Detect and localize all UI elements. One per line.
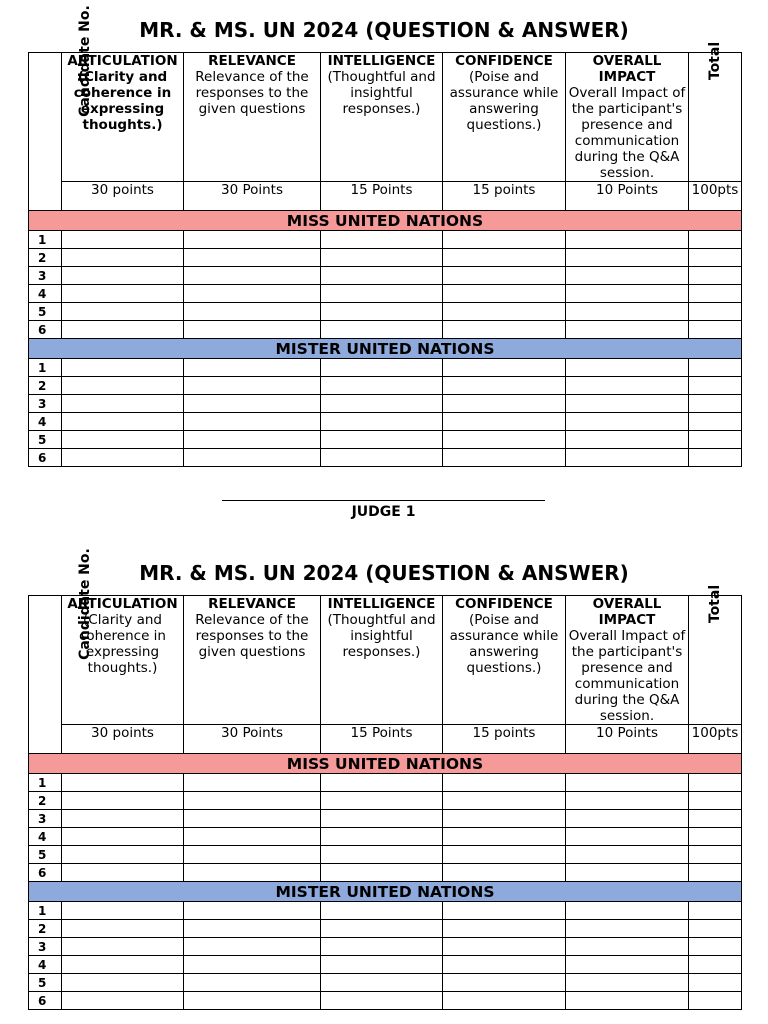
score-cell[interactable]	[566, 846, 689, 864]
section-mister-united-nations: MISTER UNITED NATIONS	[29, 339, 742, 359]
score-cell[interactable]	[566, 249, 689, 267]
criterion-relevance: RELEVANCE Relevance of the responses to the given questions	[184, 596, 321, 725]
candidate-number: 3	[29, 267, 62, 285]
points-overall-impact: 10 Points	[566, 182, 689, 211]
criterion-confidence: CONFIDENCE (Poise and assurance while answering questions.)	[443, 53, 566, 182]
candidate-number: 5	[29, 846, 62, 864]
score-cell[interactable]	[566, 303, 689, 321]
candidate-number: 1	[29, 902, 62, 920]
score-cell[interactable]	[321, 846, 443, 864]
score-cell[interactable]	[321, 303, 443, 321]
score-cell[interactable]	[62, 377, 184, 395]
score-cell[interactable]	[443, 321, 566, 339]
score-cell[interactable]	[321, 828, 443, 846]
score-cell[interactable]	[443, 828, 566, 846]
total-cell[interactable]	[689, 992, 742, 1010]
score-cell[interactable]	[62, 303, 184, 321]
judge-signature-line	[222, 500, 545, 501]
score-cell[interactable]	[184, 303, 321, 321]
score-cell[interactable]	[321, 449, 443, 467]
score-cell[interactable]	[321, 321, 443, 339]
candidate-number: 2	[29, 920, 62, 938]
points-intelligence: 15 Points	[321, 725, 443, 754]
candidate-number: 4	[29, 956, 62, 974]
score-cell[interactable]	[566, 449, 689, 467]
score-cell[interactable]	[184, 231, 321, 249]
score-cell[interactable]	[443, 956, 566, 974]
points-confidence: 15 points	[443, 725, 566, 754]
score-cell[interactable]	[62, 920, 184, 938]
score-cell[interactable]	[443, 992, 566, 1010]
score-cell[interactable]	[566, 231, 689, 249]
criterion-overall-impact: OVERALL IMPACT Overall Impact of the participant's presence and communication during the Q&A session.	[566, 53, 689, 182]
score-cell[interactable]	[321, 377, 443, 395]
score-cell[interactable]	[443, 974, 566, 992]
total-cell[interactable]	[689, 321, 742, 339]
score-cell[interactable]	[184, 902, 321, 920]
score-cell[interactable]	[321, 359, 443, 377]
total-cell[interactable]	[689, 449, 742, 467]
score-cell[interactable]	[566, 974, 689, 992]
score-cell[interactable]	[184, 938, 321, 956]
score-cell[interactable]	[443, 920, 566, 938]
candidate-no-header: Candidate No.	[29, 53, 62, 211]
total-cell[interactable]	[689, 810, 742, 828]
score-cell[interactable]	[321, 774, 443, 792]
points-total: 100pts	[689, 182, 742, 211]
score-cell[interactable]	[62, 774, 184, 792]
score-cell[interactable]	[184, 377, 321, 395]
score-cell[interactable]	[321, 974, 443, 992]
score-cell[interactable]	[566, 413, 689, 431]
total-header: Total	[689, 53, 742, 182]
total-cell[interactable]	[689, 828, 742, 846]
score-cell[interactable]	[321, 920, 443, 938]
score-cell[interactable]	[321, 810, 443, 828]
criterion-articulation: ARTICULATION (Clarity and coherence in expressing thoughts.)	[62, 53, 184, 182]
score-cell[interactable]	[443, 902, 566, 920]
total-cell[interactable]	[689, 303, 742, 321]
score-cell[interactable]	[184, 413, 321, 431]
candidate-number: 4	[29, 285, 62, 303]
score-cell[interactable]	[443, 359, 566, 377]
score-cell[interactable]	[321, 938, 443, 956]
score-cell[interactable]	[62, 974, 184, 992]
score-cell[interactable]	[443, 303, 566, 321]
score-cell[interactable]	[566, 267, 689, 285]
score-cell[interactable]	[566, 395, 689, 413]
criterion-relevance: RELEVANCE Relevance of the responses to the given questions	[184, 53, 321, 182]
score-cell[interactable]	[321, 792, 443, 810]
candidate-number: 1	[29, 774, 62, 792]
candidate-number: 1	[29, 359, 62, 377]
score-cell[interactable]	[566, 920, 689, 938]
score-cell[interactable]	[62, 359, 184, 377]
candidate-number: 2	[29, 377, 62, 395]
total-cell[interactable]	[689, 285, 742, 303]
criterion-intelligence: INTELLIGENCE (Thoughtful and insightful responses.)	[321, 596, 443, 725]
candidate-number: 3	[29, 938, 62, 956]
score-cell[interactable]	[62, 902, 184, 920]
points-relevance: 30 Points	[184, 182, 321, 211]
total-cell[interactable]	[689, 377, 742, 395]
score-cell[interactable]	[62, 828, 184, 846]
total-cell[interactable]	[689, 864, 742, 882]
candidate-number: 4	[29, 828, 62, 846]
score-cell[interactable]	[321, 395, 443, 413]
total-cell[interactable]	[689, 249, 742, 267]
score-cell[interactable]	[62, 395, 184, 413]
score-cell[interactable]	[566, 864, 689, 882]
score-cell[interactable]	[443, 449, 566, 467]
score-cell[interactable]	[566, 938, 689, 956]
score-cell[interactable]	[62, 449, 184, 467]
sheet-title: MR. & MS. UN 2024 (QUESTION & ANSWER)	[139, 18, 629, 42]
score-cell[interactable]	[184, 249, 321, 267]
score-cell[interactable]	[62, 249, 184, 267]
total-cell[interactable]	[689, 431, 742, 449]
candidate-number: 5	[29, 974, 62, 992]
criterion-confidence: CONFIDENCE (Poise and assurance while answering questions.)	[443, 596, 566, 725]
total-cell[interactable]	[689, 395, 742, 413]
score-cell[interactable]	[321, 267, 443, 285]
total-cell[interactable]	[689, 359, 742, 377]
total-cell[interactable]	[689, 938, 742, 956]
total-cell[interactable]	[689, 792, 742, 810]
score-cell[interactable]	[566, 792, 689, 810]
score-cell[interactable]	[321, 231, 443, 249]
score-cell[interactable]	[321, 413, 443, 431]
candidate-number: 5	[29, 431, 62, 449]
score-cell[interactable]	[443, 938, 566, 956]
candidate-number: 3	[29, 810, 62, 828]
points-articulation: 30 points	[62, 725, 184, 754]
score-cell[interactable]	[62, 321, 184, 339]
candidate-number: 6	[29, 864, 62, 882]
candidate-number: 6	[29, 992, 62, 1010]
score-cell[interactable]	[321, 431, 443, 449]
score-cell[interactable]	[184, 920, 321, 938]
total-cell[interactable]	[689, 846, 742, 864]
score-cell[interactable]	[566, 810, 689, 828]
score-cell[interactable]	[566, 774, 689, 792]
score-cell[interactable]	[62, 992, 184, 1010]
candidate-number: 2	[29, 249, 62, 267]
candidate-no-header: Candidate No.	[29, 596, 62, 754]
candidate-number: 5	[29, 303, 62, 321]
score-cell[interactable]	[62, 431, 184, 449]
points-confidence: 15 points	[443, 182, 566, 211]
score-cell[interactable]	[184, 828, 321, 846]
score-cell[interactable]	[62, 413, 184, 431]
points-total: 100pts	[689, 725, 742, 754]
points-intelligence: 15 Points	[321, 182, 443, 211]
score-cell[interactable]	[321, 902, 443, 920]
score-cell[interactable]	[443, 395, 566, 413]
criterion-overall-impact: OVERALL IMPACT Overall Impact of the participant's presence and communication during the Q&A session.	[566, 596, 689, 725]
score-cell[interactable]	[62, 938, 184, 956]
candidate-number: 4	[29, 413, 62, 431]
points-articulation: 30 points	[62, 182, 184, 211]
section-mister-united-nations: MISTER UNITED NATIONS	[29, 882, 742, 902]
score-cell[interactable]	[184, 267, 321, 285]
score-cell[interactable]	[443, 267, 566, 285]
score-cell[interactable]	[62, 285, 184, 303]
points-overall-impact: 10 Points	[566, 725, 689, 754]
total-cell[interactable]	[689, 267, 742, 285]
score-cell[interactable]	[184, 956, 321, 974]
candidate-number: 2	[29, 792, 62, 810]
score-cell[interactable]	[184, 321, 321, 339]
score-cell[interactable]	[443, 810, 566, 828]
score-cell[interactable]	[184, 395, 321, 413]
total-header: Total	[689, 596, 742, 725]
total-cell[interactable]	[689, 920, 742, 938]
score-cell[interactable]	[184, 810, 321, 828]
total-cell[interactable]	[689, 231, 742, 249]
total-cell[interactable]	[689, 413, 742, 431]
criterion-intelligence: INTELLIGENCE (Thoughtful and insightful responses.)	[321, 53, 443, 182]
candidate-number: 1	[29, 231, 62, 249]
score-cell[interactable]	[184, 285, 321, 303]
score-cell[interactable]	[566, 321, 689, 339]
judge-label: JUDGE 1	[351, 504, 416, 520]
score-cell[interactable]	[184, 431, 321, 449]
candidate-number: 6	[29, 449, 62, 467]
score-cell[interactable]	[566, 828, 689, 846]
score-cell[interactable]	[443, 846, 566, 864]
score-cell[interactable]	[62, 231, 184, 249]
score-cell[interactable]	[443, 413, 566, 431]
score-cell[interactable]	[321, 956, 443, 974]
score-cell[interactable]	[62, 864, 184, 882]
score-cell[interactable]	[184, 864, 321, 882]
score-cell[interactable]	[62, 846, 184, 864]
candidate-number: 3	[29, 395, 62, 413]
score-cell[interactable]	[62, 792, 184, 810]
score-cell[interactable]	[184, 992, 321, 1010]
score-cell[interactable]	[566, 956, 689, 974]
total-cell[interactable]	[689, 956, 742, 974]
score-cell[interactable]	[321, 285, 443, 303]
score-cell[interactable]	[443, 864, 566, 882]
score-cell[interactable]	[62, 810, 184, 828]
score-cell[interactable]	[443, 249, 566, 267]
score-cell[interactable]	[443, 231, 566, 249]
score-cell[interactable]	[443, 431, 566, 449]
score-cell[interactable]	[184, 974, 321, 992]
score-cell[interactable]	[566, 992, 689, 1010]
score-cell[interactable]	[321, 992, 443, 1010]
points-relevance: 30 Points	[184, 725, 321, 754]
score-cell[interactable]	[184, 359, 321, 377]
score-cell[interactable]	[184, 449, 321, 467]
candidate-number: 6	[29, 321, 62, 339]
score-cell[interactable]	[184, 846, 321, 864]
score-cell[interactable]	[184, 774, 321, 792]
score-cell[interactable]	[566, 359, 689, 377]
score-cell[interactable]	[443, 285, 566, 303]
score-cell[interactable]	[321, 249, 443, 267]
score-cell[interactable]	[62, 267, 184, 285]
score-cell[interactable]	[566, 377, 689, 395]
total-cell[interactable]	[689, 902, 742, 920]
score-cell[interactable]	[443, 774, 566, 792]
total-cell[interactable]	[689, 774, 742, 792]
score-cell[interactable]	[184, 792, 321, 810]
score-cell[interactable]	[62, 956, 184, 974]
score-cell[interactable]	[443, 377, 566, 395]
score-cell[interactable]	[443, 792, 566, 810]
criterion-articulation: ARTICULATION (Clarity and coherence in expressing thoughts.)	[62, 596, 184, 725]
score-cell[interactable]	[566, 431, 689, 449]
score-cell[interactable]	[321, 864, 443, 882]
score-cell[interactable]	[566, 285, 689, 303]
sheet-title: MR. & MS. UN 2024 (QUESTION & ANSWER)	[139, 561, 629, 585]
section-miss-united-nations: MISS UNITED NATIONS	[29, 211, 742, 231]
total-cell[interactable]	[689, 974, 742, 992]
section-miss-united-nations: MISS UNITED NATIONS	[29, 754, 742, 774]
score-cell[interactable]	[566, 902, 689, 920]
